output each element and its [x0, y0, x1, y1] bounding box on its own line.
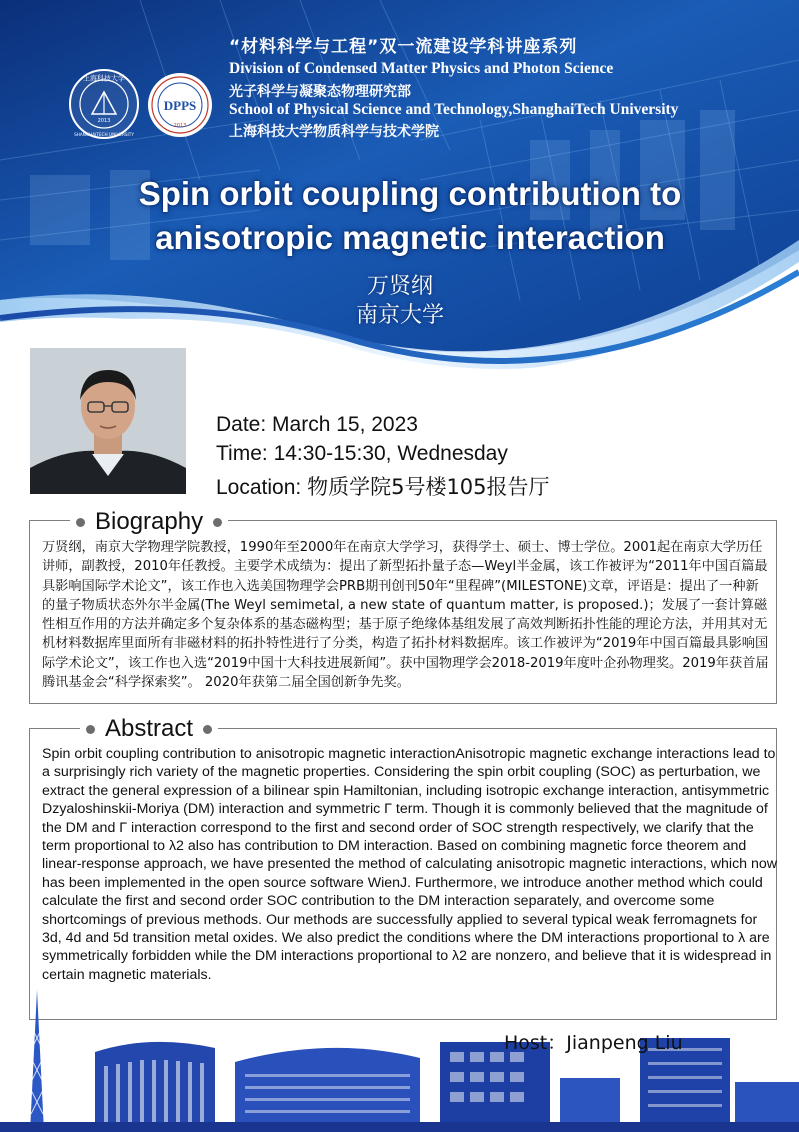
talk-title-line-2: anisotropic magnetic interaction	[155, 219, 665, 256]
division-en: Division of Condensed Matter Physics and Photon Science	[229, 60, 614, 77]
dpps-logo	[147, 72, 213, 138]
location-label: Location:	[216, 476, 302, 499]
date-row	[216, 413, 418, 437]
bullet-dot-icon	[76, 518, 85, 527]
svg-text:2013: 2013	[173, 123, 187, 129]
series-title: “材料科学与工程”双一流建设学科讲座系列	[229, 37, 578, 57]
school-en: School of Physical Science and Technology,ShanghaiTech University	[229, 101, 679, 118]
biography-heading	[70, 508, 228, 536]
speaker-block	[300, 272, 500, 330]
shanghaitech-logo	[68, 68, 140, 140]
date-label: Date:	[216, 413, 267, 436]
speaker-name: 万贤纲	[366, 274, 433, 299]
svg-text:DPPS: DPPS	[163, 98, 197, 113]
svg-text:SHANGHAITECH UNIVERSITY: SHANGHAITECH UNIVERSITY	[74, 132, 134, 137]
biography-title: Biography	[95, 508, 204, 535]
time-value: 14:30-15:30, Wednesday	[273, 442, 508, 465]
abstract-heading	[80, 715, 218, 743]
talk-title-line-1: Spin orbit coupling contribution to	[138, 175, 682, 212]
time-row	[216, 442, 508, 466]
speaker-affiliation: 南京大学	[355, 303, 444, 328]
location-value: 物质学院5号楼105报告厅	[307, 475, 550, 499]
host-label: Host：Jianpeng Liu	[504, 1032, 683, 1054]
time-label: Time:	[216, 442, 268, 465]
school-cn: 上海科技大学物质科学与技术学院	[229, 124, 439, 140]
biography-text: 万贤纲，南京大学物理学院教授，1990年至2000年在南京大学学习，获得学士、硕士、博士学位。2001起在南京大学历任讲师，副教授，2010年任教授。主要学术成绩为：提出了新型拓扑量子态—Weyl半金属，该工作被评为“2011年中国百篇最具影响国际学术论文”，该工作也入选美国物理学会PRB期刊创刊50年“里程碑”(MILESTONE)文章，评语是：提出了一种新的量子物质状态外尔半金属(The Weyl semimetal, a new state of quantum matter, is proposed.)；发展了一套计算磁性相互作用的方法并确定多个复杂体系的基态磁构型；基于原子绝缘体基组发展了高效判断拓扑性能的理论方法，并用其对无机材料数据库里面所有非磁材料的拓扑特性进行了分类，构造了拓扑材料数据库。该工作被评为“2019年中国百篇最具影响国际学术论文”，该工作也入选“2019中国十大科技进展新闻”。获中国物理学会2018-2019年度叶企孙物理奖。2019年获首届腾讯基金会“科学探索奖”。 2020年获第二届全国创新争先奖。	[42, 540, 769, 691]
date-value: March 15, 2023	[272, 413, 418, 436]
division-cn: 光子科学与凝聚态物理研究部	[229, 84, 411, 100]
speaker-photo	[30, 348, 186, 494]
bullet-dot-icon	[203, 725, 212, 734]
header-banner	[0, 0, 799, 380]
abstract-text: Spin orbit coupling contribution to anisotropic magnetic interactionAnisotropic magnetic exchange interactions lead to a surprisingly rich variety of the magnetic properties. Considering the spin orbit coupling (SOC) as perturbation, we extract the general expression of a bilinear spin Hamiltonian, including isotropic exchange interaction, antisymmetric Dzyaloshinskii-Moriya (DM) interaction and symmetric Γ term. Though it is commonly believed that the magnitude of the DM and Γ interaction correspond to the first and second order of SOC strength respectively, we clarify that the term proportional to λ2 also has contribution to DM interaction. Based on combining magnetic force theorem and linear-response approach, we have presented the method of calculating anisotropic magnetic interactions, which now has been implemented in the open source software WienJ. Furthermore, we introduce another method which could calculate the first and second order SOC contribution to the DM interaction separately, and overcome some shortcomings of previous methods. Our methods are successfully applied to several typical weak ferromagnets for 3d, 4d and 5d transition metal oxides. We also predict the conditions where the DM interactions proportional to λ are symmetrically forbidden while the DM interactions proportional to λ2 are nonzero, and believe that it is widespread in certain magnetic materials.	[42, 746, 778, 983]
abstract-title: Abstract	[105, 715, 194, 742]
bullet-dot-icon	[213, 518, 222, 527]
bullet-dot-icon	[86, 725, 95, 734]
talk-title	[60, 172, 760, 260]
svg-text:上海科技大学: 上海科技大学	[83, 74, 125, 83]
speaker-portrait-image	[30, 348, 186, 494]
campus-skyline	[0, 990, 799, 1132]
location-row	[216, 471, 550, 501]
svg-text:2013: 2013	[97, 118, 111, 124]
